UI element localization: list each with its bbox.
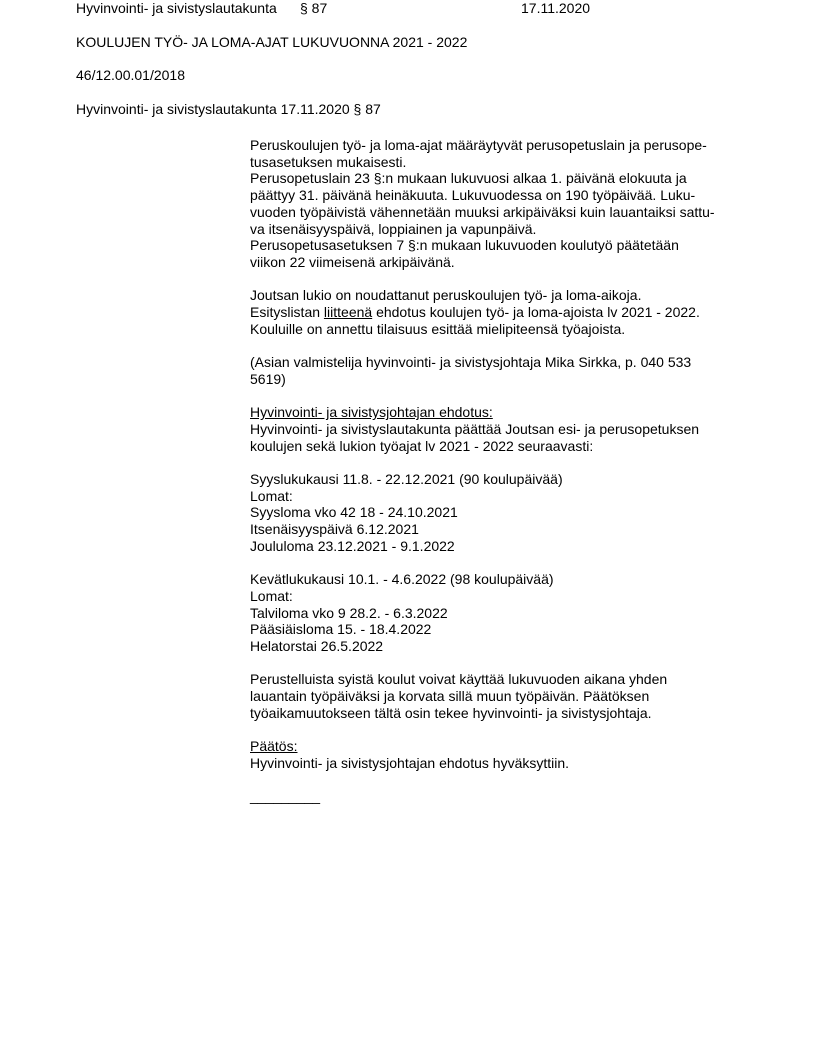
lukio-attachment-line: Esityslistan liitteenä ehdotus koulujen työ- ja loma-ajoista lv 2021 - 2022. (250, 304, 700, 321)
intro-line: päättyy 31. päivänä heinäkuuta. Lukuvuodessa on 190 työpäivää. Luku- (250, 187, 696, 204)
spring-holiday: Helatorstai 26.5.2022 (250, 638, 384, 655)
intro-line: Peruskoulujen työ- ja loma-ajat määräytyvät perusopetuslain ja perusope- (250, 137, 707, 153)
proposal-heading: Hyvinvointi- ja sivistysjohtajan ehdotus: (250, 404, 493, 421)
autumn-holiday: Joululoma 23.12.2021 - 9.1.2022 (250, 537, 455, 554)
intro-line: Perusopetusasetuksen 7 §:n mukaan lukuvuoden koulutyö päätetään (250, 237, 679, 254)
intro-line: viikon 22 viimeisenä arkipäivänä. (250, 253, 455, 270)
saturday-line: lauantain työpäiväksi ja korvata sillä muun työpäivän. Päätöksen (250, 688, 650, 705)
header-section: § 87 (300, 0, 328, 16)
proposal-line: koulujen sekä lukion työajat lv 2021 - 2022 seuraavasti: (250, 437, 594, 454)
decision-text: Hyvinvointi- ja sivistysjohtajan ehdotus hyväksyttiin. (250, 754, 570, 771)
meeting-line: Hyvinvointi- ja sivistyslautakunta 17.11.2020 § 87 (76, 101, 381, 117)
saturday-line: työaikamuutokseen tältä osin tekee hyvinvointi- ja sivistysjohtaja. (250, 704, 652, 721)
autumn-holiday: Syysloma vko 42 18 - 24.10.2021 (250, 504, 458, 521)
preparer-line: (Asian valmistelija hyvinvointi- ja sivistysjohtaja Mika Sirkka, p. 040 533 (250, 354, 692, 371)
saturday-line: Perustelluista syistä koulut voivat käyttää lukuvuoden aikana yhden (250, 671, 668, 688)
lukio-line: Joutsan lukio on noudattanut peruskoulujen työ- ja loma-aikoja. (250, 287, 642, 304)
intro-line: va itsenäisyyspäivä, loppiainen ja vapunpäivä. (250, 220, 537, 237)
document-body (250, 137, 750, 805)
intro-line: Perusopetuslain 23 §:n mukaan lukuvuosi alkaa 1. päivänä elokuuta ja (250, 170, 687, 187)
spring-holidays-label: Lomat: (250, 587, 293, 604)
decision-heading: Päätös: (250, 738, 298, 755)
autumn-holiday: Itsenäisyyspäivä 6.12.2021 (250, 521, 419, 538)
header-date: 17.11.2020 (521, 0, 591, 16)
document-title: KOULUJEN TYÖ- JA LOMA-AJAT LUKUVUONNA 2021 - 2022 (76, 34, 468, 50)
intro-line: tusasetuksen mukaisesti. (250, 153, 407, 170)
spring-term: Kevätlukukausi 10.1. - 4.6.2022 (98 koulupäivää) (250, 571, 554, 588)
spring-holiday: Pääsiäisloma 15. - 18.4.2022 (250, 621, 432, 638)
autumn-term: Syyslukukausi 11.8. - 22.12.2021 (90 koulupäivää) (250, 471, 563, 487)
closing-rule: _________ (250, 788, 321, 805)
attachment-link[interactable]: liitteenä (323, 304, 373, 321)
lukio-line: Kouluille on annettu tilaisuus esittää mielipiteensä työajoista. (250, 320, 626, 337)
intro-line: vuoden työpäivistä vähennetään muuksi arkipäiväksi kuin lauantaiksi sattu- (250, 203, 715, 220)
proposal-line: Hyvinvointi- ja sivistyslautakunta päättää Joutsan esi- ja perusopetuksen (250, 420, 700, 437)
autumn-holidays-label: Lomat: (250, 487, 293, 504)
record-number: 46/12.00.01/2018 (76, 67, 185, 83)
header-board: Hyvinvointi- ja sivistyslautakunta (76, 0, 277, 16)
spring-holiday: Talviloma vko 9 28.2. - 6.3.2022 (250, 604, 448, 621)
preparer-line: 5619) (250, 370, 286, 387)
